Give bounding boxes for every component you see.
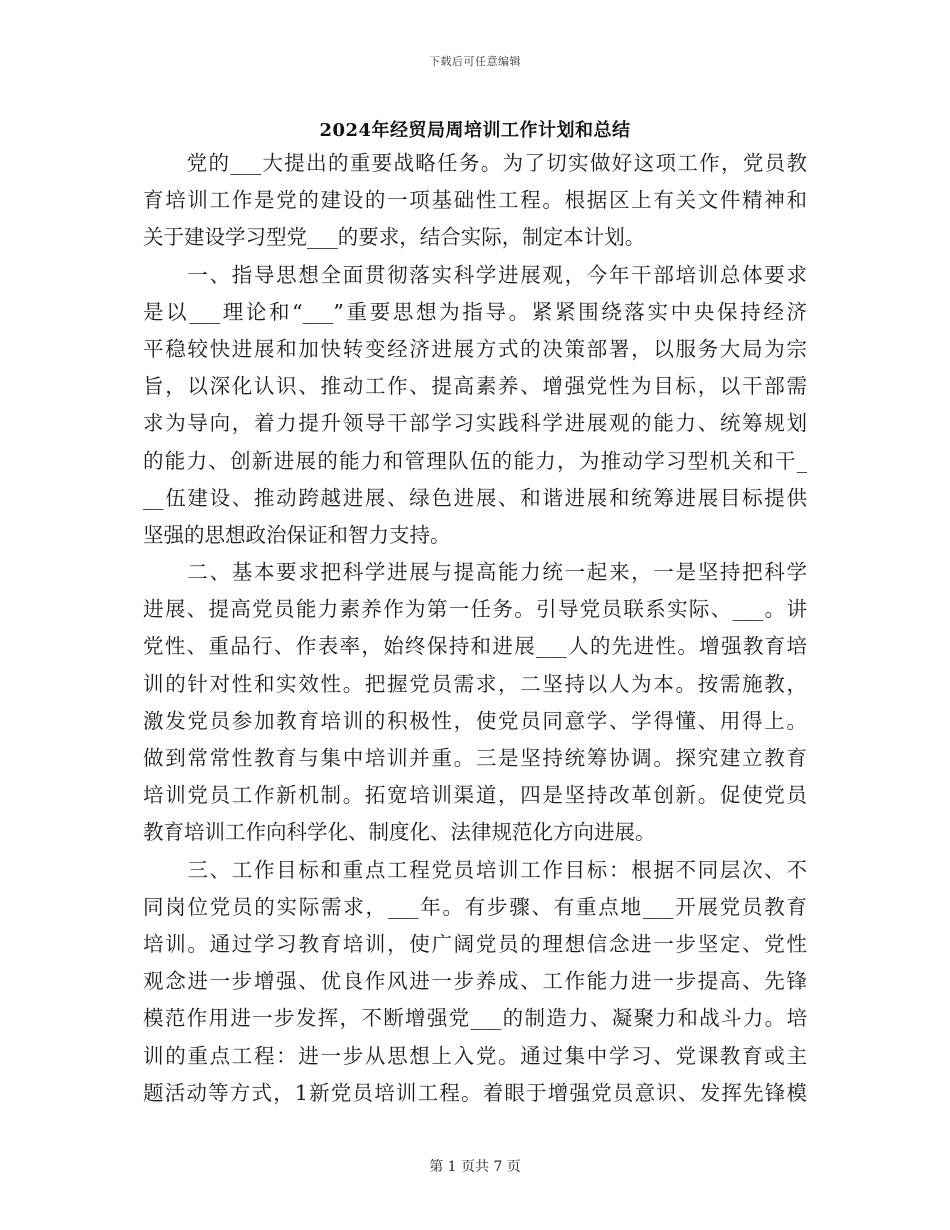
- body-line: 育培训工作是党的建设的一项基础性工程。根据区上有关文件精神和: [143, 188, 807, 213]
- body-line: 三、工作目标和重点工程党员培训工作目标：根据不同层次、不: [143, 857, 807, 882]
- body-line: 同岗位党员的实际需求，___年。有步骤、有重点地___开展党员教育: [143, 894, 807, 919]
- body-line: 坚强的思想政治保证和智力支持。: [143, 522, 451, 547]
- body-line: 训的针对性和实效性。把握党员需求，二坚持以人为本。按需施教，: [143, 671, 807, 696]
- body-line: 训的重点工程：进一步从思想上入党。通过集中学习、党课教育或主: [143, 1043, 807, 1068]
- body-line: 进展、提高党员能力素养作为第一任务。引导党员联系实际、___。讲: [143, 597, 807, 622]
- body-line: 教育培训工作向科学化、制度化、法律规范化方向进展。: [143, 820, 656, 845]
- body-line: 培训。通过学习教育培训，使广阔党员的理想信念进一步坚定、党性: [143, 931, 807, 956]
- body-line: 二、基本要求把科学进展与提高能力统一起来，一是坚持把科学: [143, 560, 807, 585]
- body-line: 党性、重品行、作表率，始终保持和进展___人的先进性。增强教育培: [143, 634, 807, 659]
- body-line: 党的___大提出的重要战略任务。为了切实做好这项工作，党员教: [143, 151, 807, 175]
- body-line: __伍建设、推动跨越进展、绿色进展、和谐进展和统筹进展目标提供: [143, 485, 807, 510]
- body-line: 一、指导思想全面贯彻落实科学进展观，今年干部培训总体要求: [143, 262, 807, 287]
- document-body: [143, 145, 807, 1112]
- body-line: 关于建设学习型党___的要求，结合实际，制定本计划。: [143, 225, 646, 250]
- body-line: 的能力、创新进展的能力和管理队伍的能力，为推动学习型机关和干_: [143, 448, 807, 473]
- body-line: 观念进一步增强、优良作风进一步养成、工作能力进一步提高、先锋: [143, 969, 807, 994]
- body-line: 培训党员工作新机制。拓宽培训渠道，四是坚持改革创新。促使党员: [143, 783, 807, 808]
- body-line: 激发党员参加教育培训的积极性，使党员同意学、学得懂、用得上。: [143, 708, 807, 733]
- body-line: 求为导向，着力提升领导干部学习实践科学进展观的能力、统筹规划: [143, 411, 807, 436]
- page-number: 第 1 页共 7 页: [429, 1159, 521, 1175]
- body-line: 旨，以深化认识、推动工作、提高素养、增强党性为目标，以干部需: [143, 374, 807, 399]
- body-line: 题活动等方式，1新党员培训工程。着眼于增强党员意识、发挥先锋模: [143, 1080, 807, 1105]
- body-line: 是以___理论和“___”重要思想为指导。紧紧围绕落实中央保持经济: [143, 299, 807, 324]
- body-line: 模范作用进一步发挥，不断增强党___的制造力、凝聚力和战斗力。培: [143, 1006, 807, 1031]
- header-note: 下载后可任意编辑: [429, 55, 521, 68]
- document-title: 2024年经贸局周培训工作计划和总结: [319, 120, 631, 141]
- body-line: 平稳较快进展和加快转变经济进展方式的决策部署，以服务大局为宗: [143, 336, 807, 361]
- body-line: 做到常常性教育与集中培训并重。三是坚持统筹协调。探究建立教育: [143, 746, 807, 770]
